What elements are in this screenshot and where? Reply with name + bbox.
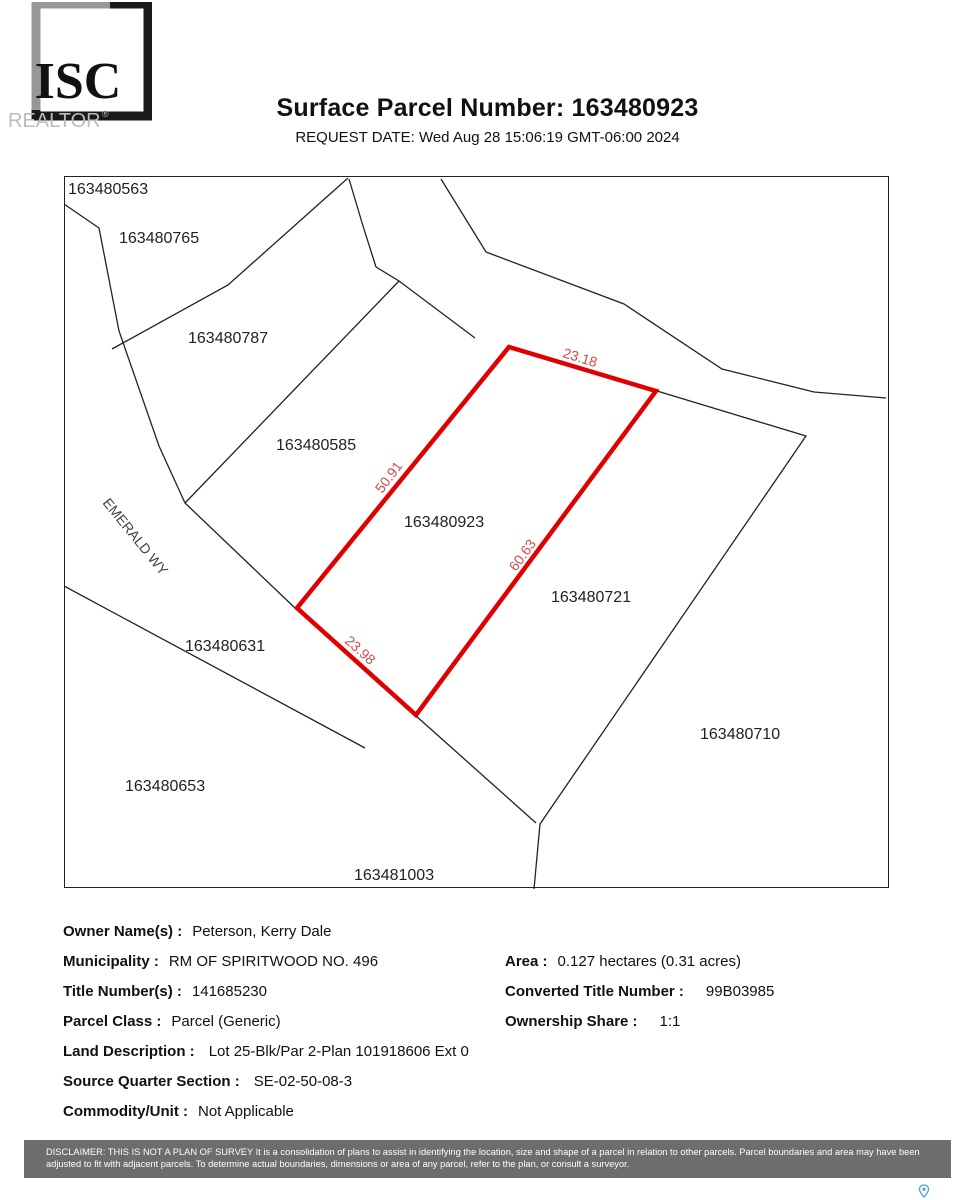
land-description-value: Lot 25-Blk/Par 2-Plan 101918606 Ext 0 [208,1043,469,1060]
source-quarter-row [63,1073,352,1090]
parcel-label: 163481003 [354,867,435,884]
land-description-row [63,1043,469,1060]
commodity-row [63,1103,294,1120]
logo-registered-mark: ® [102,109,109,119]
dimension-top: 23.18 [561,344,600,371]
parcel-map [64,176,889,889]
commodity-label: Commodity/Unit : [63,1103,188,1120]
parcel-label: 163480563 [68,181,149,198]
source-quarter-label: Source Quarter Section : [63,1073,240,1090]
converted-title-row [505,983,774,1000]
source-quarter-value: SE-02-50-08-3 [253,1073,353,1090]
municipality-value: RM OF SPIRITWOOD NO. 496 [168,953,379,970]
ownership-share-row [505,1013,680,1030]
owner-row [63,923,331,940]
logo-realtor-text: REALTOR [8,110,101,130]
parcel-label: 163480721 [551,589,632,606]
commodity-value: Not Applicable [198,1103,294,1120]
parcel-label: 163480653 [125,778,206,795]
title-number-value: 141685230 [191,983,267,1000]
street-name: EMERALD WY [99,494,172,579]
owner-value: Peterson, Kerry Dale [192,923,332,940]
converted-title-value: 99B03985 [705,983,775,1000]
area-value: 0.127 hectares (0.31 acres) [557,953,741,970]
ownership-share-label: Ownership Share : [505,1013,638,1030]
request-date: REQUEST DATE: Wed Aug 28 15:06:19 GMT-06:00 2024 [295,129,680,146]
title-number-label: Title Number(s) : [63,983,182,1000]
page-title: Surface Parcel Number: 163480923 [276,94,699,122]
parcel-class-row [63,1013,281,1030]
municipality-row [63,953,378,970]
municipality-label: Municipality : [63,953,159,970]
owner-label: Owner Name(s) : [63,923,183,940]
parcel-label: 163480585 [276,437,357,454]
disclaimer-banner: DISCLAIMER: THIS IS NOT A PLAN OF SURVEY It is a consolidation of plans to assist in identifying the location, size and shape of a parcel in relation to other parcels. Parcel boundaries and area may have been adjusted to fit with adjacent parcels. To determine actual boundaries, dimensions or area of any parcel, refer to the plan, or consult a surveyor. [24,1140,951,1178]
parcel-class-label: Parcel Class : [63,1013,162,1030]
ownership-share-value: 1:1 [659,1013,681,1030]
parcel-label: 163480787 [188,330,269,347]
location-pin-icon [918,1184,930,1198]
parcel-label: 163480631 [185,638,266,655]
land-description-label: Land Description : [63,1043,195,1060]
area-row [505,953,741,970]
dimension-bottom: 23.98 [341,632,379,668]
selected-parcel-label: 163480923 [404,514,485,531]
logo-text: ISC [34,53,122,110]
title-number-row [63,983,267,1000]
area-label: Area : [505,953,548,970]
dimension-right: 60.63 [505,536,540,574]
parcel-label: 163480765 [119,230,200,247]
dimension-left: 50.91 [371,458,406,496]
parcel-class-value: Parcel (Generic) [171,1013,281,1030]
parcel-label: 163480710 [700,726,781,743]
converted-title-label: Converted Title Number : [505,983,684,1000]
